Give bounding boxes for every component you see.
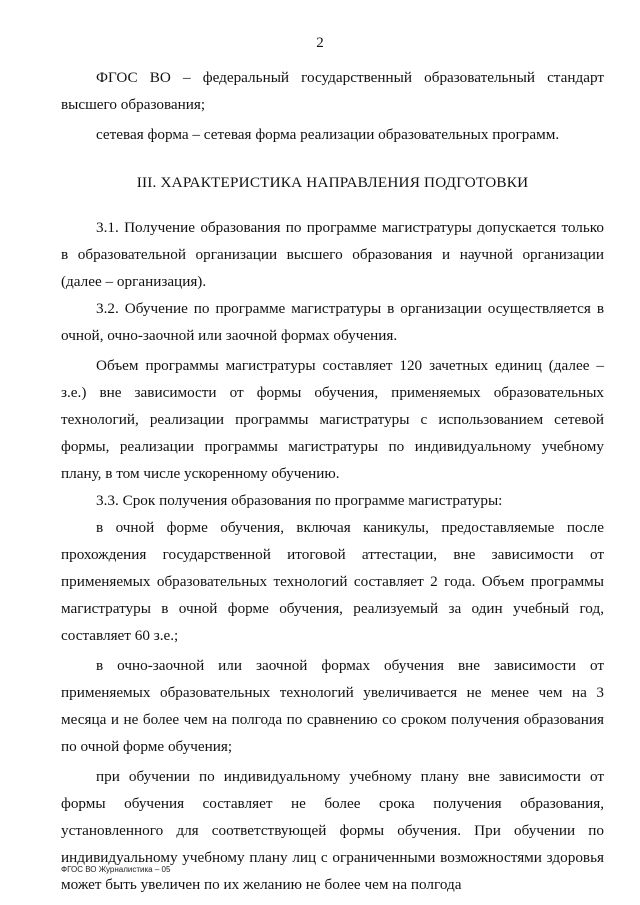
paragraph-individual-plan: при обучении по индивидуальному учебному плану вне зависимости от формы обучения составляет не более срока получения образования, установленного для соответствующей формы обучения. При обучении по индивидуальному учебному плану лиц с ограниченными возможностями здоровья может быть увеличен по их желанию не более чем на полгода xyxy=(61,768,604,893)
paragraph-volume: Объем программы магистратуры составляет 120 зачетных единиц (далее – з.е.) вне зависимости от формы обучения, применяемых образовательных технологий, реализации программы магистратуры с использованием сетевой формы, реализации программы магистратуры по индивидуальному учебному плану, в том числе ускоренному обучению. xyxy=(61,357,604,482)
page-body xyxy=(61,64,604,898)
paragraph-3-3: 3.3. Срок получения образования по программе магистратуры: xyxy=(96,492,503,509)
paragraph-part-time: в очно-заочной или заочной формах обучения вне зависимости от применяемых образовательных технологий увеличивается не менее чем на 3 месяца и не более чем на полгода по сравнению со сроком получения образования по очной форме обучения; xyxy=(61,657,604,755)
paragraph-full-time: в очной форме обучения, включая каникулы, предоставляемые после прохождения государственной итоговой аттестации, вне зависимости от применяемых образовательных технологий составляет 2 года. Объем программы магистратуры в очной форме обучения, реализуемый за один учебный год, составляет 60 з.е.; xyxy=(61,519,604,644)
page-number: 2 xyxy=(316,35,324,51)
paragraph-3-1: 3.1. Получение образования по программе магистратуры допускается только в образовательной организации высшего образования и научной организации (далее – организация). xyxy=(61,219,604,290)
paragraph-abbreviation-network-form: сетевая форма – сетевая форма реализации образовательных программ. xyxy=(96,126,560,143)
section-heading: III. ХАРАКТЕРИСТИКА НАПРАВЛЕНИЯ ПОДГОТОВКИ xyxy=(136,174,529,191)
paragraph-abbreviation-fgos: ФГОС ВО – федеральный государственный образовательный стандарт высшего образования; xyxy=(61,69,604,113)
footer-label: ФГОС ВО Журналистика – 05 xyxy=(61,865,171,874)
paragraph-3-2: 3.2. Обучение по программе магистратуры в организации осуществляется в очной, очно-заочной или заочной формах обучения. xyxy=(61,300,604,344)
